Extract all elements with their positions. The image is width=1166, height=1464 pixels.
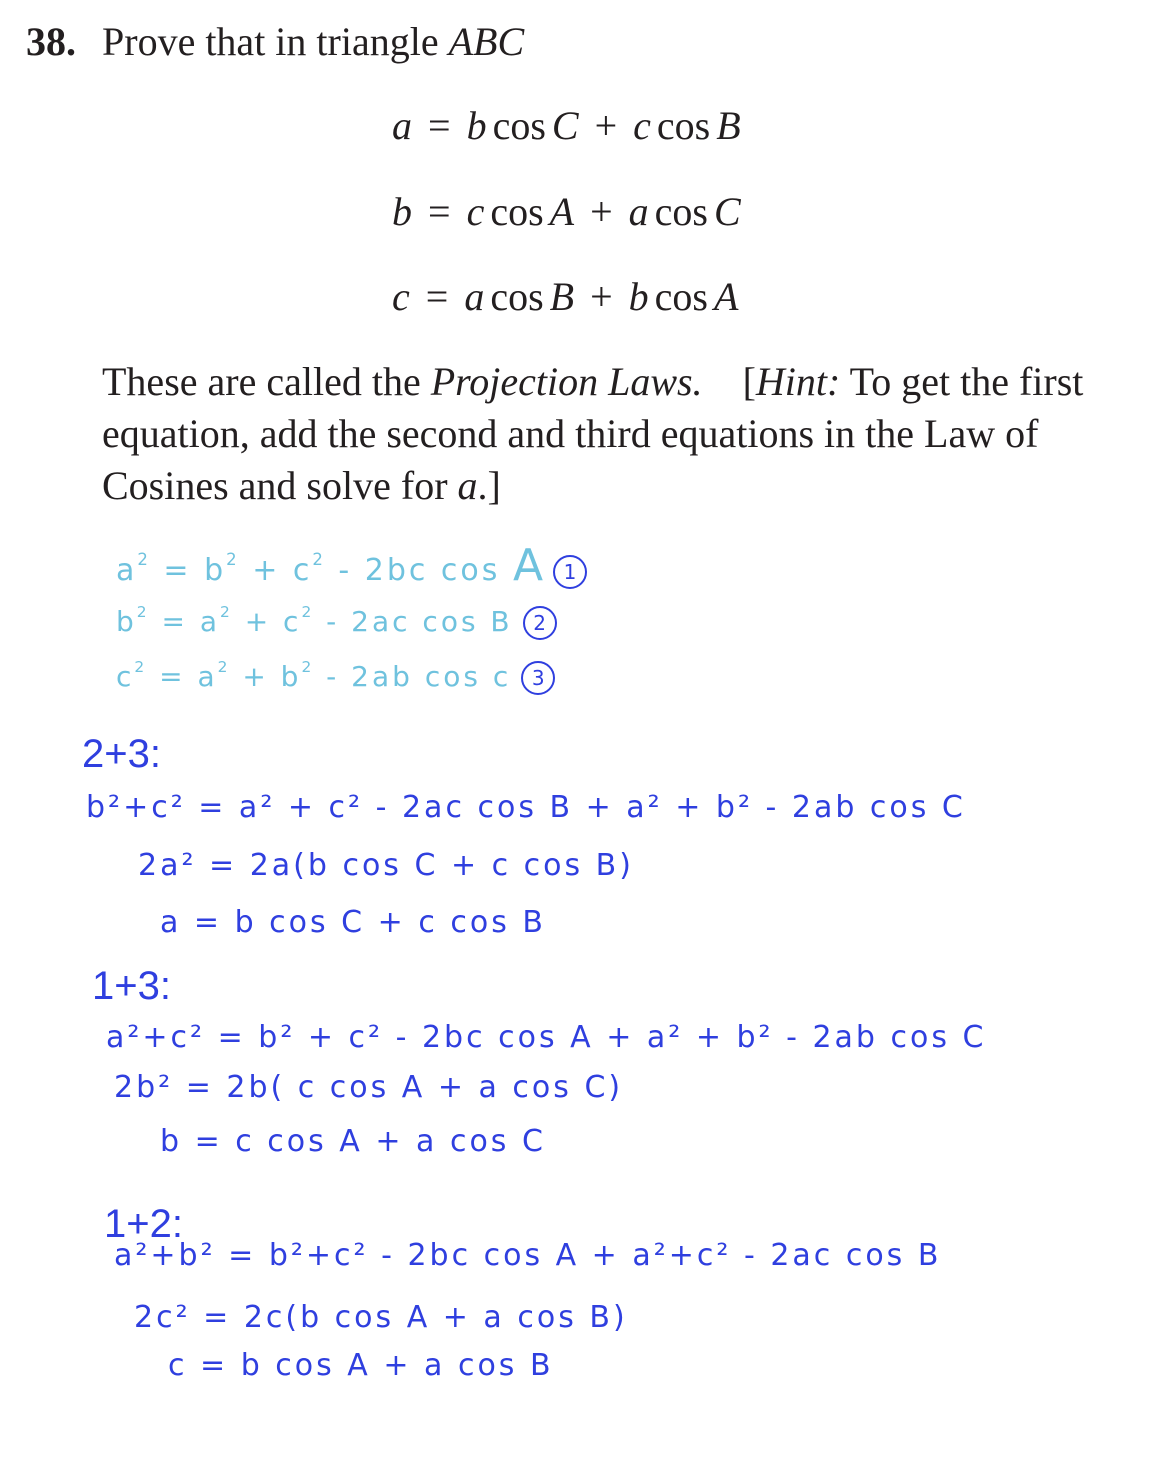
prompt-triangle: ABC	[448, 19, 525, 64]
step-1-3-line-2: 2b² = 2b( c cos A + a cos C)	[114, 1070, 624, 1105]
projection-law-a: a = b cos C + c cos B	[392, 103, 741, 148]
step-1-3-line-3: b = c cos A + a cos C	[160, 1124, 546, 1159]
prompt-text: Prove that in triangle	[102, 19, 449, 64]
hint-line-2: equation, add the second and third equations in the Law of	[102, 411, 1039, 456]
projection-law-c: c = a cos B + b cos A	[392, 274, 739, 319]
law-of-cosines-3: $c^2 = a^2 + b^2 - 2ab$ cos c 3	[116, 660, 555, 695]
hint-paragraph	[102, 356, 1162, 512]
step-2-3-label: 2+3:	[82, 732, 161, 776]
step-2-3-line-2: 2a² = 2a(b cos C + c cos B)	[138, 848, 634, 883]
equation-marker-2: 2	[523, 606, 557, 640]
equation-marker-3: 3	[521, 661, 555, 695]
step-1-3-label: 1+3:	[92, 964, 171, 1008]
step-1-2-line-1: a²+b² = b²+c² - 2bc cos A + a²+c² - 2ac cos B	[114, 1238, 942, 1273]
step-1-2-label: 1+2:	[104, 1202, 183, 1246]
problem-number: 38.	[26, 19, 76, 64]
hint-line-1: These are called the Projection Laws. [Hint: To get the first	[102, 359, 1084, 404]
step-1-3-line-1: a²+c² = b² + c² - 2bc cos A + a² + b² - 2ab cos C	[106, 1020, 987, 1055]
step-2-3-line-1: b²+c² = a² + c² - 2ac cos B + a² + b² - 2ab cos C	[86, 790, 966, 825]
step-1-2-line-2: 2c² = 2c(b cos A + a cos B)	[134, 1300, 628, 1335]
step-1-2-line-3: c = b cos A + a cos B	[168, 1348, 554, 1383]
equation-marker-1: 1	[553, 555, 587, 589]
step-2-3-line-3: a = b cos C + c cos B	[160, 905, 546, 940]
law-of-cosines-1: $a^2 = b^2 + c^2 - 2bc$ cos A 1	[116, 540, 587, 591]
law-of-cosines-2: $b^2 = a^2 + c^2 - 2ac$ cos B 2	[116, 605, 557, 640]
projection-law-b: b = c cos A + a cos C	[392, 189, 741, 234]
problem-prompt	[102, 18, 524, 66]
hint-line-3: Cosines and solve for a.]	[102, 463, 501, 508]
